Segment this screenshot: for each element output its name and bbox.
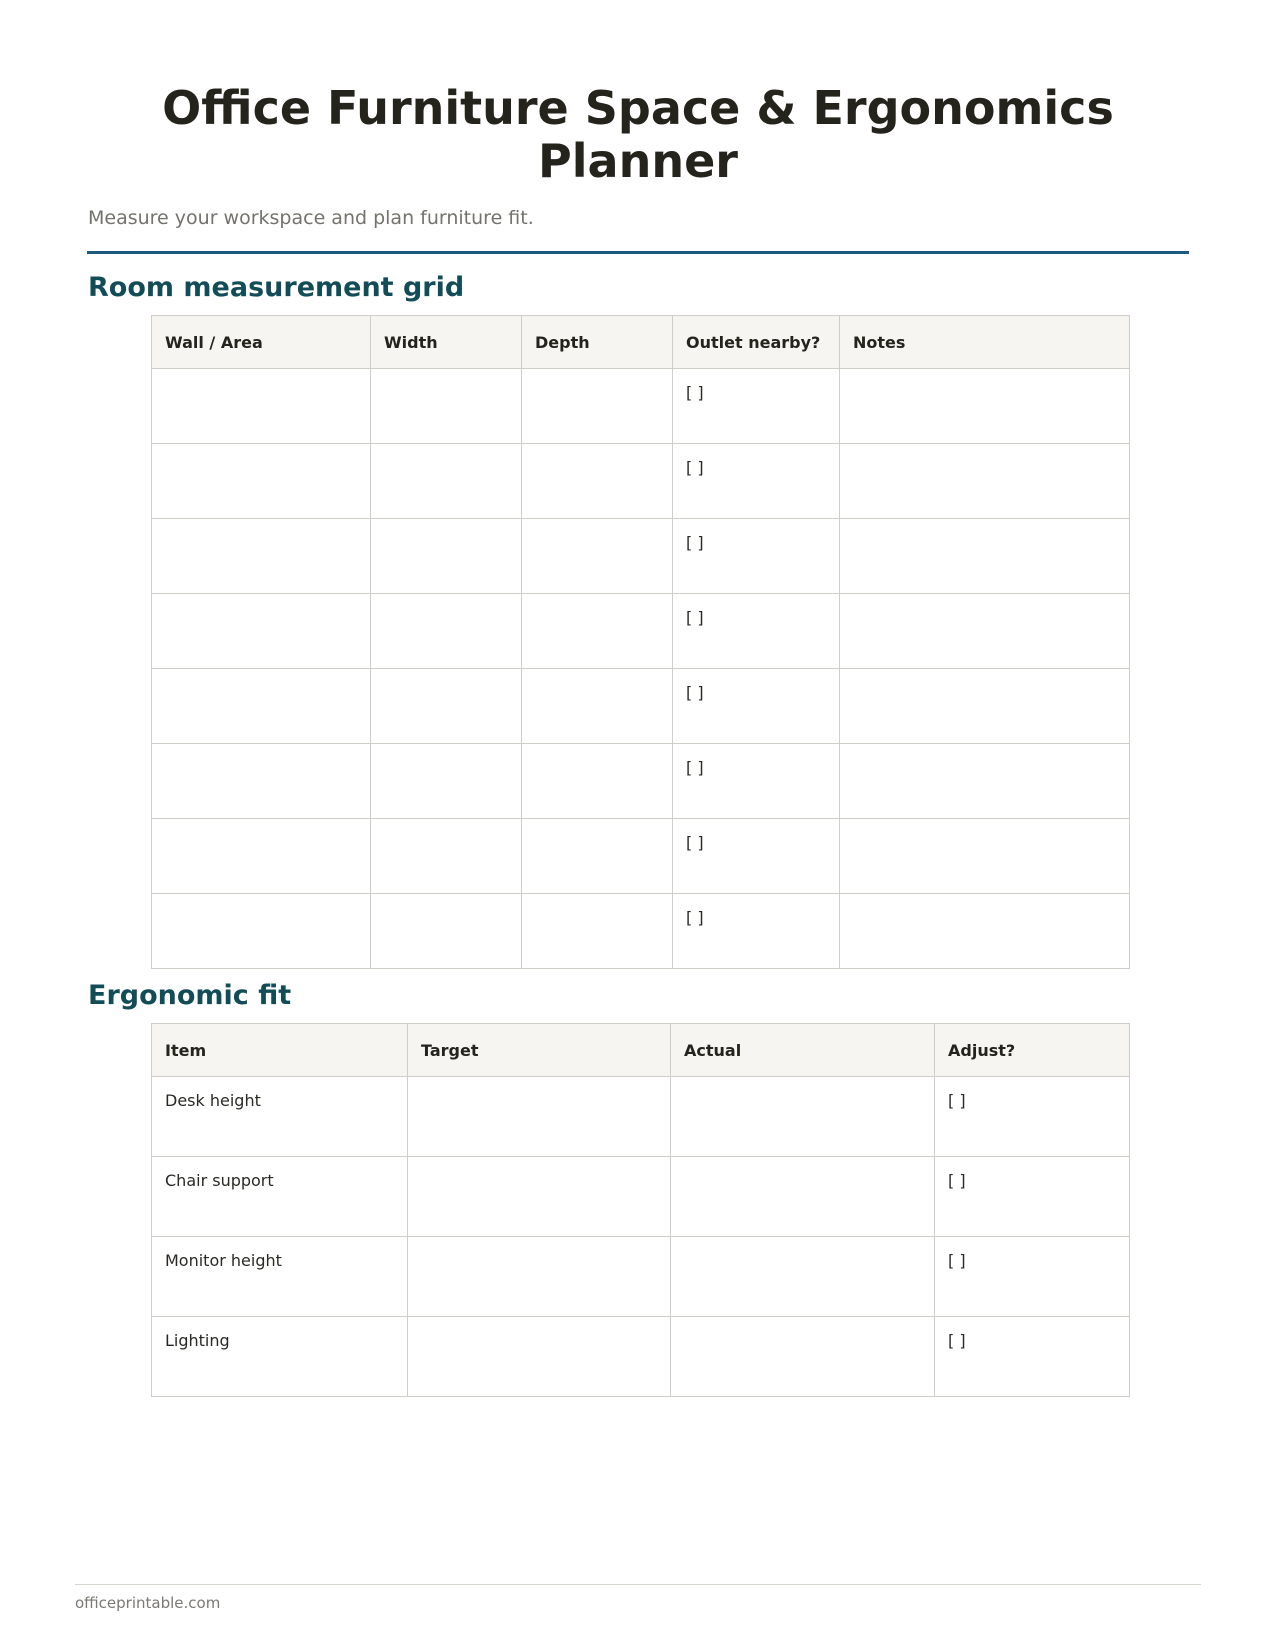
- actual-cell[interactable]: [671, 1157, 935, 1237]
- table-header-row: [152, 1024, 1130, 1077]
- target-cell[interactable]: [408, 1237, 671, 1317]
- target-cell[interactable]: [408, 1317, 671, 1397]
- width-cell[interactable]: [371, 819, 522, 894]
- column-header-width: Width: [371, 316, 522, 369]
- column-header-item: Item: [152, 1024, 408, 1077]
- wall-area-cell[interactable]: [152, 369, 371, 444]
- column-header-actual: Actual: [671, 1024, 935, 1077]
- column-header-adjust: Adjust?: [935, 1024, 1130, 1077]
- wall-area-cell[interactable]: [152, 894, 371, 969]
- outlet-checkbox[interactable]: [ ]: [673, 519, 840, 594]
- actual-cell[interactable]: [671, 1237, 935, 1317]
- column-header-depth: Depth: [522, 316, 673, 369]
- actual-cell[interactable]: [671, 1317, 935, 1397]
- item-label: Monitor height: [152, 1237, 408, 1317]
- width-cell[interactable]: [371, 894, 522, 969]
- table-row: [152, 519, 1130, 594]
- column-header-target: Target: [408, 1024, 671, 1077]
- depth-cell[interactable]: [522, 744, 673, 819]
- table-row: [152, 1317, 1130, 1397]
- width-cell[interactable]: [371, 444, 522, 519]
- item-label: Desk height: [152, 1077, 408, 1157]
- table-row: [152, 669, 1130, 744]
- notes-cell[interactable]: [840, 519, 1130, 594]
- width-cell[interactable]: [371, 369, 522, 444]
- column-header-outlet-nearby: Outlet nearby?: [673, 316, 840, 369]
- notes-cell[interactable]: [840, 594, 1130, 669]
- width-cell[interactable]: [371, 744, 522, 819]
- wall-area-cell[interactable]: [152, 669, 371, 744]
- notes-cell[interactable]: [840, 369, 1130, 444]
- table-row: [152, 1237, 1130, 1317]
- depth-cell[interactable]: [522, 819, 673, 894]
- depth-cell[interactable]: [522, 594, 673, 669]
- table-row: [152, 369, 1130, 444]
- column-header-wall-area: Wall / Area: [152, 316, 371, 369]
- table-row: [152, 1077, 1130, 1157]
- outlet-checkbox[interactable]: [ ]: [673, 819, 840, 894]
- depth-cell[interactable]: [522, 444, 673, 519]
- table-row: [152, 444, 1130, 519]
- wall-area-cell[interactable]: [152, 519, 371, 594]
- table-row: [152, 594, 1130, 669]
- adjust-checkbox[interactable]: [ ]: [935, 1317, 1130, 1397]
- wall-area-cell[interactable]: [152, 819, 371, 894]
- room-measurement-table: [151, 315, 1130, 969]
- width-cell[interactable]: [371, 594, 522, 669]
- column-header-notes: Notes: [840, 316, 1130, 369]
- notes-cell[interactable]: [840, 819, 1130, 894]
- width-cell[interactable]: [371, 519, 522, 594]
- adjust-checkbox[interactable]: [ ]: [935, 1077, 1130, 1157]
- item-label: Chair support: [152, 1157, 408, 1237]
- table-row: [152, 894, 1130, 969]
- table-row: [152, 819, 1130, 894]
- ergonomic-fit-table: [151, 1023, 1130, 1397]
- width-cell[interactable]: [371, 669, 522, 744]
- actual-cell[interactable]: [671, 1077, 935, 1157]
- ergonomic-section-heading: Ergonomic fit: [88, 980, 292, 1011]
- table-header-row: [152, 316, 1130, 369]
- notes-cell[interactable]: [840, 444, 1130, 519]
- wall-area-cell[interactable]: [152, 594, 371, 669]
- room-section-heading: Room measurement grid: [88, 272, 465, 303]
- item-label: Lighting: [152, 1317, 408, 1397]
- outlet-checkbox[interactable]: [ ]: [673, 594, 840, 669]
- depth-cell[interactable]: [522, 369, 673, 444]
- page-title: Office Furniture Space & Ergonomics Planner: [162, 81, 1114, 188]
- wall-area-cell[interactable]: [152, 744, 371, 819]
- footer-divider: [75, 1584, 1201, 1585]
- outlet-checkbox[interactable]: [ ]: [673, 744, 840, 819]
- outlet-checkbox[interactable]: [ ]: [673, 669, 840, 744]
- page-subtitle: Measure your workspace and plan furniture fit.: [88, 207, 534, 229]
- footer-site: officeprintable.com: [75, 1594, 221, 1612]
- header-divider: [87, 251, 1189, 254]
- wall-area-cell[interactable]: [152, 444, 371, 519]
- outlet-checkbox[interactable]: [ ]: [673, 894, 840, 969]
- depth-cell[interactable]: [522, 669, 673, 744]
- table-row: [152, 1157, 1130, 1237]
- notes-cell[interactable]: [840, 744, 1130, 819]
- target-cell[interactable]: [408, 1077, 671, 1157]
- depth-cell[interactable]: [522, 519, 673, 594]
- adjust-checkbox[interactable]: [ ]: [935, 1157, 1130, 1237]
- target-cell[interactable]: [408, 1157, 671, 1237]
- outlet-checkbox[interactable]: [ ]: [673, 444, 840, 519]
- depth-cell[interactable]: [522, 894, 673, 969]
- outlet-checkbox[interactable]: [ ]: [673, 369, 840, 444]
- notes-cell[interactable]: [840, 894, 1130, 969]
- adjust-checkbox[interactable]: [ ]: [935, 1237, 1130, 1317]
- notes-cell[interactable]: [840, 669, 1130, 744]
- table-row: [152, 744, 1130, 819]
